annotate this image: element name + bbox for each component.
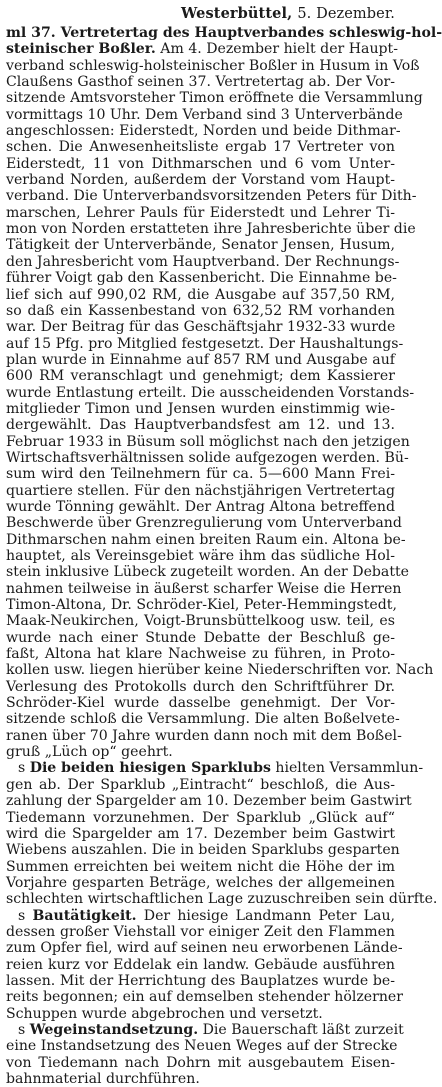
text-run: Dithmarschen nahm einen breiten Raum ein. Altona be- (6, 531, 406, 548)
text-line (6, 270, 395, 286)
text-line (6, 597, 395, 613)
text-line (6, 319, 395, 335)
text-line (6, 630, 395, 646)
text-line (6, 810, 395, 826)
text-line (6, 613, 395, 629)
text-run: führer Voigt gab den Kassenbericht. Die Einnahme be- (6, 270, 397, 287)
text-line (6, 826, 395, 842)
text-line (6, 760, 424, 777)
text-line (6, 221, 416, 238)
text-line (6, 74, 395, 90)
text-run: s (18, 907, 33, 924)
text-run: plan wurde in Einnahme auf 857 RM und Ausgabe auf (6, 351, 395, 368)
text-run: 600 RM veranschlagt und genehmigt; dem Kassierer (6, 368, 395, 385)
text-line (6, 564, 410, 581)
text-line (6, 777, 395, 793)
text-line (6, 1038, 398, 1055)
text-run: Tätigkeit der Unterverbände, Senator Jensen, Husum, (6, 237, 395, 254)
text-run: s (18, 1021, 30, 1038)
text-line (6, 253, 400, 270)
text-run: kollen usw. liegen hierüber keine Niederschriften vor. Nach (6, 662, 434, 679)
text-run: bahnmaterial durchführen. (6, 1071, 200, 1087)
text-line (6, 41, 398, 58)
text-run: Maak-Neukirchen, Voigt-Brunsbüttelkoog usw. teil, es (6, 613, 395, 630)
text-line (6, 1021, 404, 1038)
text-run: Schröder-Kiel wurde dasselbe genehmigt. Der Vor- (6, 695, 395, 712)
text-line (6, 646, 395, 662)
text-line (6, 548, 395, 564)
text-run: wurde Tönning gewählt. Der Antrag Altona betreffend (6, 498, 395, 515)
headline-run: Wegeinstandsetzung. (29, 1021, 199, 1038)
text-run: wurde Entlastung erteilt. Die ausscheidenden Vorstands- (6, 384, 415, 401)
article-paragraph (6, 1021, 404, 1087)
text-line (6, 466, 395, 482)
text-line (6, 727, 402, 744)
text-line (6, 875, 395, 891)
text-run: Tiedemann vorzunehmen. Der Sparklub „Glück auf“ (6, 809, 395, 826)
text-line (6, 908, 395, 924)
text-run: den Jahresbericht vom Hauptverband. Der Rechnungs- (6, 253, 400, 270)
headline-run: ml 37. Vertretertag des Hauptverbandes schleswig-hol- (6, 25, 442, 41)
text-run: sitzende Amtsvorsteher Timon eröffnete die Versammlung (6, 90, 423, 107)
text-run: lief sich auf 990,02 RM, die Ausgabe auf 357,50 RM, (6, 286, 395, 303)
text-line (6, 449, 409, 466)
text-line (6, 711, 400, 728)
text-run: sitzende schloß die Versammlung. Die alten Boßelvete- (6, 711, 400, 728)
article-body (6, 25, 442, 1087)
text-line (6, 106, 403, 123)
text-line (6, 417, 395, 433)
text-run: Februar 1933 in Büsum soll möglichst nach den jetzigen (6, 433, 410, 450)
text-line (6, 237, 395, 253)
text-line (6, 531, 406, 548)
text-line (6, 368, 395, 384)
text-line (6, 188, 417, 205)
text-line (6, 940, 403, 957)
text-line (6, 499, 395, 515)
text-line (6, 1006, 395, 1022)
text-line (6, 90, 423, 107)
text-run: quartiere stellen. Für den nächstjährigen Vertretertag (6, 482, 395, 499)
text-line (6, 1071, 395, 1087)
text-run: zum Opfer fiel, wird auf seinen neu erworbenen Lände- (6, 940, 403, 957)
text-line (6, 287, 395, 303)
text-run: dessen großer Viehstall vor einiger Zeit den Flammen (6, 923, 395, 940)
article-paragraph (6, 25, 442, 761)
text-run: mon von Norden erstatteten ihre Jahresberichte über die (6, 221, 416, 238)
text-run: Summen erreichten bei weitem nicht die Höhe der im (6, 858, 395, 875)
dateline: Westerbüttel, 5. Dezember. (180, 5, 395, 22)
text-run: Am 4. Dezember hielt der Haupt- (155, 41, 398, 58)
text-run: verband. Die Unterverbandsvorsitzenden Peters für Dith- (6, 188, 417, 205)
text-line (6, 957, 395, 973)
text-line (6, 924, 395, 940)
text-run: ranen über 70 Jahre wurden dann noch mit dem Boßel- (6, 727, 402, 744)
text-run: faßt, Altona hat klare Nachweise zu führen, in Proto- (6, 646, 395, 663)
text-run: Der hiesige Landmann Peter Lau, (136, 907, 395, 924)
text-line (6, 891, 438, 908)
text-run: s (18, 760, 30, 777)
text-line (6, 139, 395, 155)
text-run: wird die Spargelder am 17. Dezember beim Gastwirt (6, 825, 395, 842)
headline-run: steinischer Boßler. (6, 41, 156, 58)
text-line (6, 384, 415, 401)
text-run: reien kurz vor Eddelak ein landw. Gebäude ausführen (6, 956, 395, 973)
text-line (6, 973, 395, 989)
text-line (6, 859, 395, 875)
text-run: auf 15 Pfg. pro Mitglied festgesetzt. Der Haushaltungs- (6, 335, 404, 352)
text-run: verband Norden, außerdem der Vorstand vom Haupt- (6, 172, 395, 189)
text-line (6, 303, 395, 319)
text-line (6, 744, 395, 760)
text-run: schen. Die Anwesenheitsliste ergab 17 Vertreter von (6, 139, 395, 156)
text-run: schlechten wirtschaftlichen Lage zuzuschreiben sein dürfte. (6, 891, 438, 908)
text-run: von Tiedemann nach Dohrn mit ausgebautem Eisen- (6, 1054, 395, 1071)
text-line (6, 205, 395, 221)
text-line (6, 25, 442, 41)
text-run: sum wird den Teilnehmern für ca. 5—600 Mann Frei- (6, 466, 395, 483)
text-line (6, 793, 412, 810)
text-run: verband schleswig-holsteinischer Boßler in Husum in Voß (6, 57, 420, 74)
text-run: so daß ein Kassenbestand von 632,52 RM vorhanden (6, 302, 395, 319)
text-run: gruß „Lüch op“ geehrt. (6, 744, 173, 761)
text-run: Eiderstedt, 11 von Dithmarschen und 6 vom Unter- (6, 155, 395, 172)
text-run: stein inklusive Lübeck zugeteilt worden. An der Debatte (6, 564, 410, 581)
text-run: reits begonnen; ein auf demselben stehender hölzerner (6, 989, 403, 1006)
text-line (6, 352, 395, 368)
text-run: Wirtschaftsverhältnissen solide aufgezogen werden. Bü- (6, 449, 409, 466)
text-line (6, 1055, 395, 1071)
text-run: Die Bauerschaft läßt zurzeit (198, 1021, 404, 1038)
headline-run: Bautätigkeit. (32, 907, 137, 924)
text-run: hielten Versammlun- (270, 760, 424, 777)
text-line (6, 695, 395, 711)
text-run: dergewählt. Das Hauptverbandsfest am 12. und 13. (6, 417, 395, 434)
text-line (6, 57, 420, 74)
text-run: nahmen teilweise in äußerst scharfer Weise die Herren (6, 580, 402, 597)
dateline-place: Westerbüttel (180, 5, 288, 22)
text-run: vormittags 10 Uhr. Dem Verband sind 3 Unterverbände (6, 106, 403, 123)
text-run: Timon-Altona, Dr. Schröder-Kiel, Peter-Hemmingstedt, (6, 597, 397, 614)
text-line (6, 515, 402, 532)
text-line (6, 172, 395, 188)
dateline-date: 5. Dezember. (297, 6, 395, 22)
text-run: war. Der Beitrag für das Geschäftsjahr 1932-33 wurde (6, 319, 396, 336)
text-line (6, 580, 402, 597)
text-run: eine Instandsetzung des Neuen Weges auf der Strecke (6, 1038, 398, 1055)
article-paragraph (6, 907, 403, 1022)
text-line (6, 989, 403, 1006)
newspaper-column (6, 4, 442, 1087)
headline-run: Die beiden hiesigen Sparklubs (29, 760, 271, 777)
text-line (6, 156, 395, 172)
text-run: gen ab. Der Sparklub „Eintracht“ beschloß, die Aus- (6, 776, 395, 793)
text-line (6, 123, 401, 140)
text-run: Wiebens auszahlen. Die in beiden Sparklubs gesparten (6, 842, 400, 859)
text-run: zahlung der Spargelder am 10. Dezember beim Gastwirt (6, 793, 412, 810)
article-paragraph (6, 760, 438, 908)
text-run: lassen. Mit der Herrichtung des Bauplatzes wurde be- (6, 972, 395, 989)
text-run: angeschlossen: Eiderstedt, Norden und beide Dithmar- (6, 123, 401, 140)
text-line (6, 335, 404, 352)
text-line (6, 679, 395, 695)
text-run: mitglieder Timon und Jensen wurden einstimmig wie- (6, 400, 395, 417)
text-run: Beschwerde über Grenzregulierung vom Unterverband (6, 515, 402, 532)
text-run: wurde nach einer Stunde Debatte der Beschluß ge- (6, 629, 395, 646)
text-run: Claußens Gasthof seinen 37. Vertretertag ab. Der Vor- (6, 74, 395, 91)
text-line (6, 483, 395, 499)
text-line (6, 401, 395, 417)
text-run: hauptet, als Vereinsgebiet wäre ihm das südliche Hol- (6, 548, 395, 564)
text-line (6, 842, 400, 859)
text-run: Schuppen wurde abgebrochen und versetzt. (6, 1005, 323, 1022)
text-run: Vorjahre gesparten Beträge, welches der allgemeinen (6, 874, 395, 891)
text-run: Verlesung des Protokolls durch den Schriftführer Dr. (6, 678, 395, 695)
text-line (6, 662, 434, 679)
text-line (6, 433, 410, 450)
text-run: marschen, Lehrer Pauls für Eiderstedt und Lehrer Ti- (6, 204, 395, 221)
